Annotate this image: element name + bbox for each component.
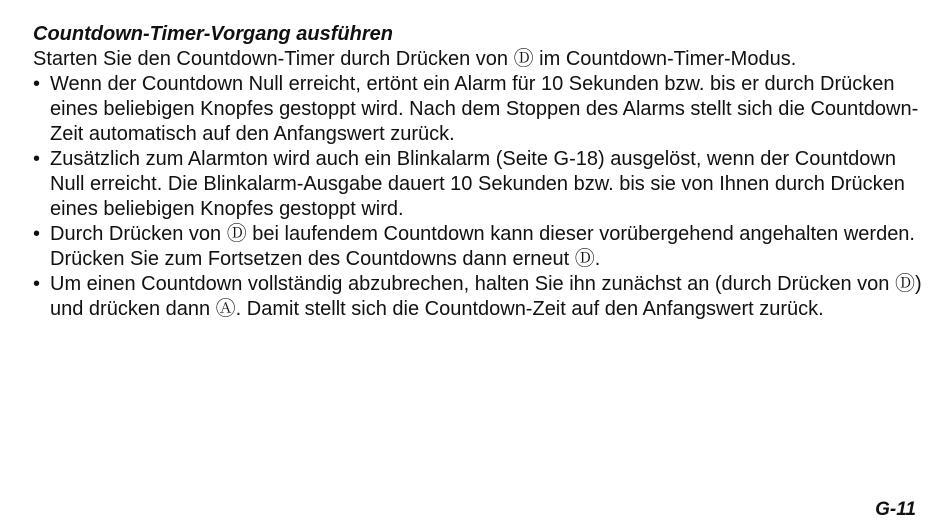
list-item-text: Durch Drücken von Ⓓ bei laufendem Countdown kann dieser vorübergehend angehalten werden. Drücken Sie zum Fortsetzen des Countdowns dann erneut Ⓓ. — [50, 223, 915, 270]
intro-paragraph: Starten Sie den Countdown-Timer durch Drücken von Ⓓ im Countdown-Timer-Modus. — [33, 48, 797, 70]
list-item-text: Um einen Countdown vollständig abzubrechen, halten Sie ihn zunächst an (durch Drücken von Ⓓ) und drücken dann Ⓐ. Damit stellt sich die Countdown-Zeit auf den Anfangswert zurück. — [50, 273, 922, 320]
document-page — [33, 22, 923, 322]
bullet-icon: • — [33, 273, 41, 295]
list-item — [33, 222, 923, 272]
list-item-text: Zusätzlich zum Alarmton wird auch ein Blinkalarm (Seite G-18) ausgelöst, wenn der Countdown Null erreicht. Die Blinkalarm-Ausgabe dauert 10 Sekunden bzw. bis sie von Ihnen durch Drücken eines beliebigen Knopfes gestoppt wird. — [50, 148, 905, 220]
list-item — [33, 272, 923, 322]
list-item — [33, 147, 923, 222]
bullet-icon: • — [33, 148, 41, 170]
bullet-icon: • — [33, 223, 41, 245]
page-number: G-11 — [875, 499, 916, 520]
bullet-list — [33, 72, 923, 322]
list-item-text: Wenn der Countdown Null erreicht, ertönt ein Alarm für 10 Sekunden bzw. bis er durch Drücken eines beliebigen Knopfes gestoppt wird. Nach dem Stoppen des Alarms stellt sich die Countdown-Zeit automatisch auf den Anfangswert zurück. — [50, 73, 919, 145]
bullet-icon: • — [33, 73, 41, 95]
list-item — [33, 72, 923, 147]
section-heading: Countdown-Timer-Vorgang ausführen — [33, 23, 393, 45]
